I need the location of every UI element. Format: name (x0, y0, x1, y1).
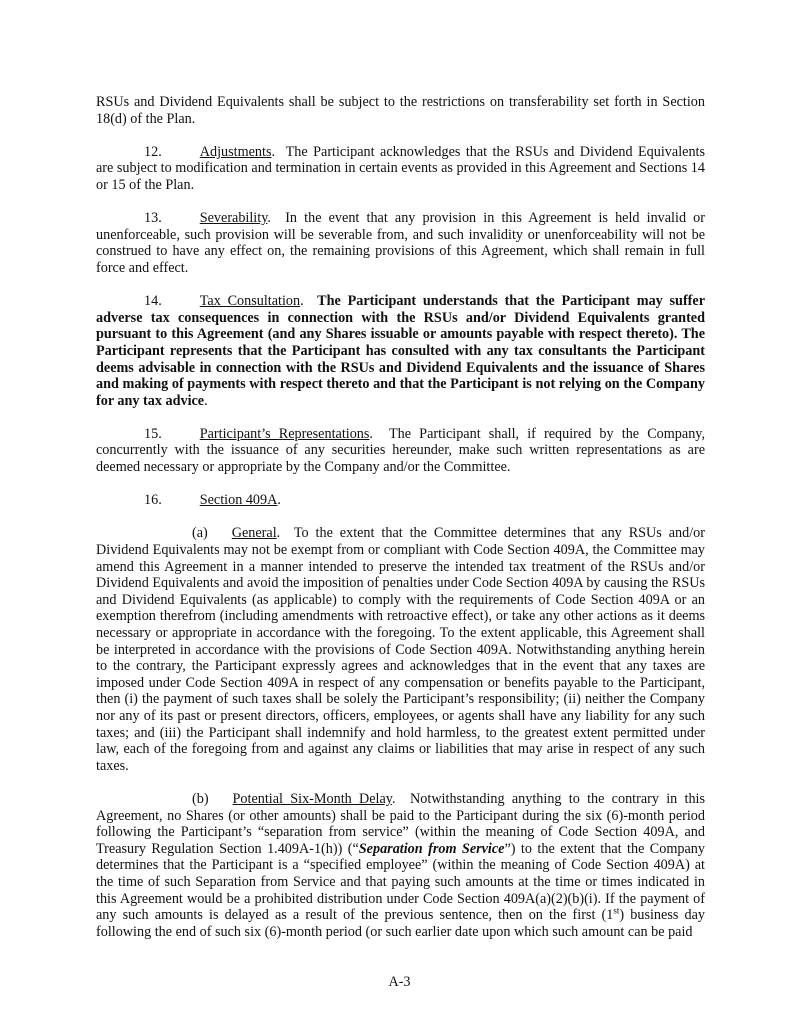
section-12: 12. Adjustments. The Participant acknowledges that the RSUs and Dividend Equivalents are subject to modification and termination in certain events as provided in this Agreement and Sections 14 or 15 of the Plan. (96, 143, 705, 193)
section-16a: (a) General. To the extent that the Committee determines that any RSUs and/or Dividend Equivalents may not be exempt from or compliant with Code Section 409A, the Committee may amend this Agreement in a manner intended to preserve the intended tax treatment of the RSUs and/or Dividend Equivalents and avoid the imposition of penalties under Code Section 409A by causing the RSUs and Dividend Equivalents (as applicable) to comply with the requirements of Code Section 409A or an exemption therefrom (including amendments with retroactive effect), or take any other actions as it deems necessary or appropriate in accordance with the foregoing. To the extent applicable, this Agreement shall be interpreted in accordance with the provisions of Code Section 409A. Notwithstanding anything herein to the contrary, the Participant expressly agrees and acknowledges that in the event that any taxes are imposed under Code Section 409A in respect of any compensation or benefits payable to the Participant, then (i) the payment of such taxes shall be solely the Participant’s responsibility; (ii) neither the Company nor any of its past or present directors, officers, employees, or agents shall have any liability for any such taxes; and (iii) the Participant shall indemnify and hold harmless, to the greatest extent permitted under law, each of the foregoing from and against any claims or liabilities that may arise in respect of any such taxes. (96, 525, 705, 774)
section-12-heading: Adjustments (199, 143, 272, 160)
page-number: A-3 (388, 974, 411, 990)
defined-term-separation-from-service: Separation from Service (358, 840, 505, 857)
section-14: 14. Tax Consultation. The Participant understands that the Participant may suffer adverse tax consequences in connection with the RSUs and/or Dividend Equivalents granted pursuant to this Agreement (and any Shares issuable or amounts payable with respect thereto). The Participant represents that the Participant has consulted with any tax consultants the Participant deems advisable in connection with the RSUs and Dividend Equivalents and the issuance of Shares and making of payments with respect thereto and that the Participant is not relying on the Company for any tax advice. (96, 293, 705, 409)
section-16b-text-1: Notwithstanding anything to the contrary in this Agreement, no Shares (or other amounts) shall be paid to the Participant during the six (6)-month period following the Participant’s “separation from service” (within the meaning of Code Section 409A, and Treasury Regulation Section 1.409A-1(h)) (“ (96, 790, 705, 857)
section-14-number: 14. (144, 293, 162, 310)
section-14-bold-text: The Participant understands that the Participant may suffer adverse tax consequences in connection with the RSUs and/or Dividend Equivalents granted pursuant to this Agreement (and any Shares issuable or amounts payable with respect thereto). The Participant represents that the Participant has consulted with any tax consultants the Participant deems advisable in connection with the RSUs and Dividend Equivalents and the issuance of Shares and making of payments with respect thereto and that the Participant is not relying on the Company for any tax advice (96, 293, 705, 409)
section-16a-text: To the extent that the Committee determines that any RSUs and/or Dividend Equivalents may not be exempt from or compliant with Code Section 409A, the Committee may amend this Agreement in a manner intended to preserve the intended tax treatment of the RSUs and/or Dividend Equivalents and avoid the imposition of penalties under Code Section 409A by causing the RSUs and Dividend Equivalents (as applicable) to comply with the requirements of Code Section 409A or an exemption therefrom (including amendments with retroactive effect), or take any other actions as it deems necessary or appropriate in accordance with the foregoing. To the extent applicable, this Agreement shall be interpreted in accordance with the provisions of Code Section 409A. Notwithstanding anything herein to the contrary, the Participant expressly agrees and acknowledges that in the event that any taxes are imposed under Code Section 409A in respect of any compensation or benefits payable to the Participant, then (i) the payment of such taxes shall be solely the Participant’s responsibility; (ii) neither the Company nor any of its past or present directors, officers, employees, or agents shall have any liability for any such taxes; and (iii) the Participant shall indemnify and hold harmless, to the greatest extent permitted under law, each of the foregoing from and against any claims or liabilities that may arise in respect of any such taxes. (96, 525, 705, 774)
section-15-text: The Participant shall, if required by the Company, concurrently with the issuance of any securities hereunder, make such written representations as are deemed necessary or appropriate by the Company and/or the Committee. (96, 425, 706, 476)
section-16: 16. Section 409A. (144, 492, 281, 509)
section-16a-heading: General (231, 525, 277, 542)
section-12-number: 12. (144, 143, 162, 160)
section-16b-label: (b) (192, 790, 209, 807)
section-16-heading: Section 409A (199, 492, 278, 509)
section-15-heading: Participant’s Representations (199, 425, 370, 442)
section-12-text: The Participant acknowledges that the RSUs and Dividend Equivalents are subject to modification and termination in certain events as provided in this Agreement and Sections 14 or 15 of the Plan. (96, 143, 705, 193)
document-body (96, 94, 705, 957)
section-13: 13. Severability. In the event that any provision in this Agreement is held invalid or unenforceable, such provision will be severable from, and such invalidity or unenforceability will not be construed to have any effect on, the remaining provisions of this Agreement, which shall remain in full force and effect. (96, 210, 705, 276)
section-16b-heading: Potential Six-Month Delay (232, 790, 392, 807)
section-16a-label: (a) (192, 525, 208, 542)
section-16b-text-2: ”) to the extent that the Company determines that the Participant is a “specified employee” (within the meaning of Code Section 409A) at the time of such Separation from Service and that paying such amounts at the time or times indicated in this Agreement would be a prohibited distribution under Code Section 409A(a)(2)(b)(i). If the payment of any such amounts is delayed as a result of the previous sentence, then on the first (1 (96, 840, 705, 924)
section-16b-text-3: ) business day following the end of such six (6)-month period (or such earlier date upon which such amount can be paid (96, 907, 706, 940)
section-13-text: In the event that any provision in this Agreement is held invalid or unenforceable, such provision will be severable from, and such invalidity or unenforceability will not be construed to have any effect on, the remaining provisions of this Agreement, which shall remain in full force and effect. (96, 210, 705, 276)
section-13-number: 13. (144, 210, 162, 227)
section-15-number: 15. (144, 425, 162, 442)
section-15: 15. Participant’s Representations. The Participant shall, if required by the Company, concurrently with the issuance of any securities hereunder, make such written representations as are deemed necessary or appropriate by the Company and/or the Committee. (96, 425, 706, 476)
section-16-number: 16. (144, 492, 162, 509)
ordinal-superscript: st (613, 905, 620, 916)
intro-paragraph: RSUs and Dividend Equivalents shall be subject to the restrictions on transferability set forth in Section 18(d) of the Plan. (96, 94, 705, 127)
section-13-heading: Severability (199, 210, 268, 227)
section-14-heading: Tax Consultation (199, 293, 301, 310)
section-16b: (b) Potential Six-Month Delay. Notwithstanding anything to the contrary in this Agreement, no Shares (or other amounts) shall be paid to the Participant during the six (6)-month period following the Participant’s “separation from service” (within the meaning of Code Section 409A, and Treasury Regulation Section 1.409A-1(h)) (“Separation from Service”) to the extent that the Company determines that the Participant is a “specified employee” (within the meaning of Code Section 409A) at the time of such Separation from Service and that paying such amounts at the time or times indicated in this Agreement would be a prohibited distribution under Code Section 409A(a)(2)(b)(i). If the payment of any such amounts is delayed as a result of the previous sentence, then on the first (1st) business day following the end of such six (6)-month period (or such earlier date upon which such amount can be paid (96, 790, 706, 940)
